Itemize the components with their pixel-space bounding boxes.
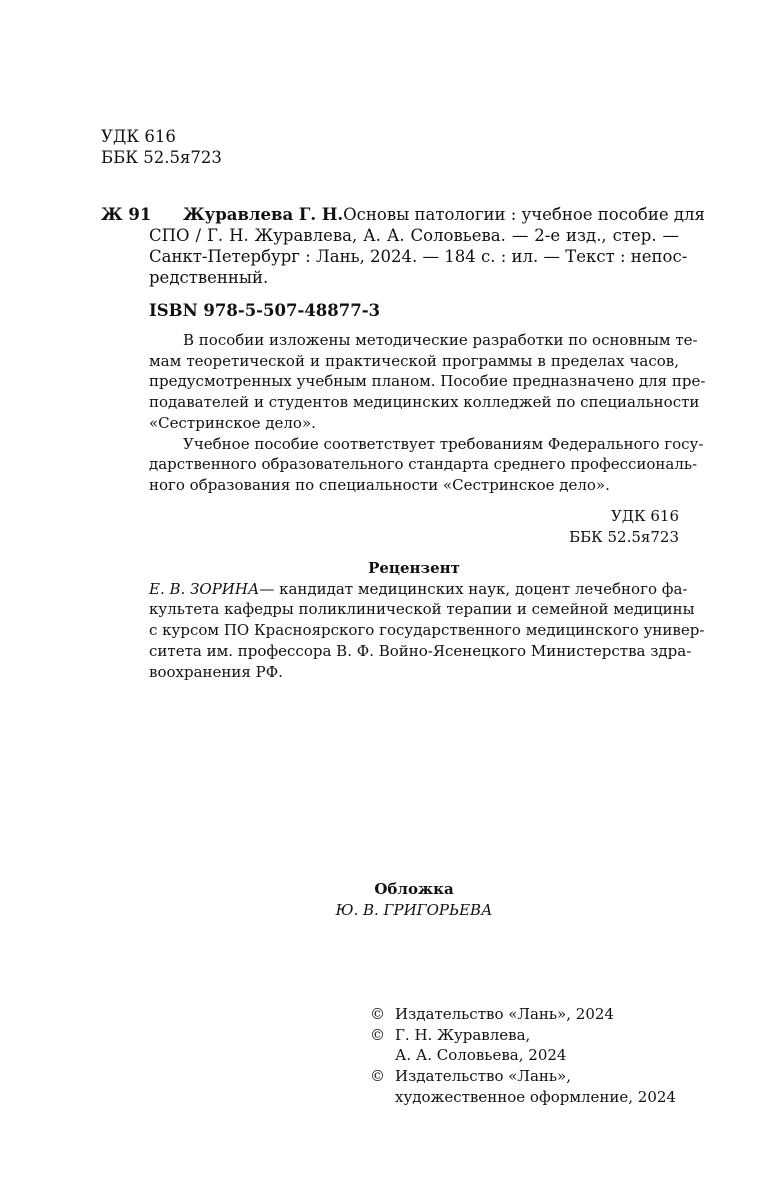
- abstract-line-6: Учебное пособие соответствует требованиям Федерального госу-: [183, 434, 704, 453]
- copyright-line-3: А. А. Соловьева, 2024: [395, 1046, 567, 1065]
- udk-code-top: УДК 616: [101, 127, 176, 146]
- bib-author: Журавлева Г. Н.: [183, 205, 344, 224]
- copyright-line-4: Издательство «Лань»,: [395, 1067, 572, 1086]
- reviewer-heading: Рецензент: [368, 559, 460, 577]
- abstract-line-8: ного образования по специальности «Сестринское дело».: [149, 475, 610, 494]
- copyright-line-1: Издательство «Лань», 2024: [395, 1005, 614, 1023]
- author-sign: Ж 91: [101, 205, 152, 224]
- bbk-code-bottom: ББК 52.5я723: [569, 528, 679, 546]
- reviewer-line-1: [149, 579, 688, 600]
- bib-line-4: редственный.: [149, 268, 269, 287]
- abstract-line-5: «Сестринское дело».: [149, 413, 316, 432]
- reviewer-line-4: ситета им. профессора В. Ф. Войно-Ясенецкого Министерства здра-: [149, 641, 692, 660]
- cover-designer: Ю. В. ГРИГОРЬЕВА: [335, 900, 493, 919]
- reviewer-credentials: — кандидат медицинских наук, доцент лечебного фа-: [259, 579, 688, 598]
- reviewer-line-2: культета кафедры поликлинической терапии и семейной медицины: [149, 600, 695, 619]
- copyright-symbol-1: ©: [370, 1005, 385, 1023]
- abstract-line-4: подавателей и студентов медицинских колледжей по специальности: [149, 393, 700, 412]
- reviewer-line-5: воохранения РФ.: [149, 662, 283, 681]
- abstract-line-3: предусмотренных учебным планом. Пособие предназначено для пре-: [149, 372, 706, 391]
- bbk-code-top: ББК 52.5я723: [101, 148, 222, 167]
- abstract-line-1: В пособии изложены методические разработки по основным те-: [183, 331, 698, 349]
- bib-title: Основы патологии : учебное пособие для: [343, 205, 705, 224]
- cover-heading: Обложка: [374, 880, 454, 898]
- reviewer-line-3: с курсом ПО Красноярского государственного медицинского универ-: [149, 621, 705, 640]
- copyright-symbol-2: ©: [370, 1025, 385, 1044]
- reviewer-name: Е. В. ЗОРИНА: [149, 579, 260, 598]
- bib-line-3: Санкт-Петербург : Лань, 2024. — 184 с. : ил. — Текст : непос-: [149, 247, 688, 266]
- copyright-symbol-3: ©: [370, 1067, 385, 1086]
- abstract-line-7: дарственного образовательного стандарта среднего профессиональ-: [149, 455, 698, 474]
- abstract-line-2: мам теоретической и практической программы в пределах часов,: [149, 351, 679, 370]
- copyright-line-2: Г. Н. Журавлева,: [395, 1025, 531, 1044]
- bib-line-2: СПО / Г. Н. Журавлева, А. А. Соловьева. — 2-е изд., стер. —: [149, 226, 679, 245]
- udk-code-bottom: УДК 616: [610, 507, 679, 525]
- bib-line-1: [183, 204, 705, 225]
- copyright-line-5: художественное оформление, 2024: [395, 1087, 676, 1106]
- isbn: ISBN 978-5-507-48877-3: [149, 301, 381, 320]
